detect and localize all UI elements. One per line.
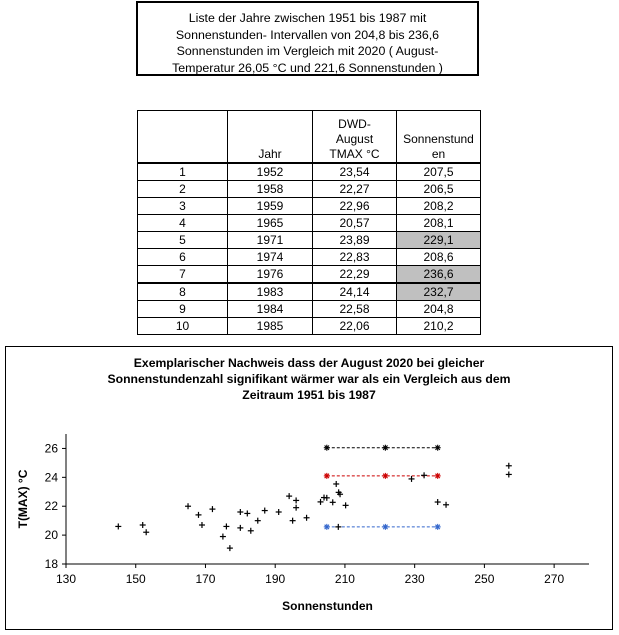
x-tick-label: 250 [474, 572, 495, 586]
reference-point [435, 524, 441, 530]
cell-nr: 6 [138, 249, 228, 266]
data-point [304, 515, 310, 521]
cell-sonnenstunden: 204,8 [397, 301, 481, 318]
data-point [227, 545, 233, 551]
cell-tmax: 23,89 [313, 232, 397, 249]
cell-tmax: 22,83 [313, 249, 397, 266]
description-line: Liste der Jahre zwischen 1951 bis 1987 mit [188, 11, 427, 25]
chart-title-line: Exemplarischer Nachweis dass der August 2020 bei gleicher [133, 356, 485, 370]
y-tick-label: 24 [44, 470, 58, 485]
data-point [262, 508, 268, 514]
cell-sonnenstunden: 236,6 [397, 266, 481, 284]
data-point [409, 476, 415, 482]
reference-point [382, 524, 388, 530]
data-point [335, 524, 341, 530]
data-point [220, 534, 226, 540]
data-point [223, 523, 229, 529]
cell-jahr: 1971 [228, 232, 313, 249]
cell-jahr: 1983 [228, 283, 313, 301]
reference-point [324, 524, 330, 530]
data-point [185, 503, 191, 509]
data-point [255, 518, 261, 524]
y-tick-label: 18 [44, 557, 58, 571]
header-sonnenstunden: Sonnenstund en [397, 111, 481, 164]
data-point [293, 497, 299, 503]
description-line: Sonnenstunden- Intervallen von 204,8 bis 236,6 [175, 27, 440, 42]
cell-tmax: 20,57 [313, 215, 397, 232]
reference-point [382, 445, 388, 451]
y-tick-label: 26 [44, 441, 58, 456]
cell-nr: 4 [138, 215, 228, 232]
description-line: Sonnenstunden im Vergleich mit 2020 ( August- [176, 44, 439, 58]
reference-point [435, 473, 441, 479]
cell-nr: 5 [138, 232, 228, 249]
cell-sonnenstunden: 208,1 [397, 215, 481, 232]
cell-tmax: 24,14 [313, 283, 397, 301]
cell-jahr: 1976 [228, 266, 313, 284]
reference-point [324, 473, 330, 479]
data-point [237, 509, 243, 515]
reference-point [324, 445, 330, 451]
cell-jahr: 1959 [228, 198, 313, 215]
data-point [276, 509, 282, 515]
cell-tmax: 23,54 [313, 163, 397, 181]
data-point [209, 506, 215, 512]
data-point [143, 529, 149, 535]
cell-sonnenstunden: 208,6 [397, 249, 481, 266]
data-point [330, 499, 336, 505]
x-tick-label: 210 [334, 572, 355, 586]
x-tick-label: 230 [404, 572, 425, 586]
cell-sonnenstunden: 232,7 [397, 283, 481, 301]
reference-point [382, 473, 388, 479]
data-point [244, 510, 250, 516]
data-point [443, 502, 449, 508]
cell-nr: 8 [138, 283, 228, 301]
data-point [248, 528, 254, 534]
x-tick-label: 270 [544, 572, 565, 586]
cell-jahr: 1952 [228, 163, 313, 181]
data-point [435, 499, 441, 505]
data-point [237, 525, 243, 531]
data-point [333, 481, 339, 487]
data-point [293, 505, 299, 511]
x-tick-label: 150 [125, 572, 146, 586]
y-axis-title: T(MAX) °C [16, 469, 30, 529]
description-line: Temperatur 26,05 °C und 221,6 Sonnenstunden ) [172, 60, 443, 75]
data-point [286, 493, 292, 499]
cell-tmax: 22,27 [313, 181, 397, 198]
data-point [115, 523, 121, 529]
cell-tmax: 22,06 [313, 318, 397, 335]
x-axis-title: Sonnenstunden [282, 599, 373, 613]
x-tick-label: 130 [55, 572, 77, 586]
cell-nr: 7 [138, 266, 228, 284]
cell-tmax: 22,96 [313, 198, 397, 215]
header-jahr: Jahr [228, 111, 313, 164]
chart-title-line: Zeitraum 1951 bis 1987 [242, 388, 376, 402]
cell-sonnenstunden: 208,2 [397, 198, 481, 215]
data-point [318, 499, 324, 505]
cell-nr: 3 [138, 198, 228, 215]
y-tick-label: 20 [44, 528, 58, 543]
x-tick-label: 170 [195, 572, 216, 586]
cell-tmax: 22,29 [313, 266, 397, 284]
cell-tmax: 22,58 [313, 301, 397, 318]
cell-nr: 1 [138, 163, 228, 181]
data-point [324, 495, 330, 501]
cell-jahr: 1965 [228, 215, 313, 232]
data-point [195, 512, 201, 518]
data-point [506, 471, 512, 477]
chart-title-line: Sonnenstundenzahl signifikant wärmer war als ein Vergleich aus dem [107, 372, 511, 386]
cell-nr: 2 [138, 181, 228, 198]
cell-sonnenstunden: 206,5 [397, 181, 481, 198]
data-point [421, 472, 427, 478]
cell-nr: 10 [138, 318, 228, 335]
cell-nr: 9 [138, 301, 228, 318]
cell-jahr: 1958 [228, 181, 313, 198]
data-point [290, 518, 296, 524]
data-point [199, 522, 205, 528]
cell-jahr: 1984 [228, 301, 313, 318]
cell-sonnenstunden: 210,2 [397, 318, 481, 335]
y-tick-label: 22 [44, 499, 58, 514]
cell-jahr: 1985 [228, 318, 313, 335]
cell-sonnenstunden: 229,1 [397, 232, 481, 249]
x-tick-label: 190 [265, 572, 286, 586]
data-point [343, 502, 349, 508]
cell-sonnenstunden: 207,5 [397, 163, 481, 181]
reference-point [435, 445, 441, 451]
data-point [506, 463, 512, 469]
cell-jahr: 1974 [228, 249, 313, 266]
header-tmax: DWD- August TMAX °C [313, 111, 397, 164]
data-point [140, 522, 146, 528]
